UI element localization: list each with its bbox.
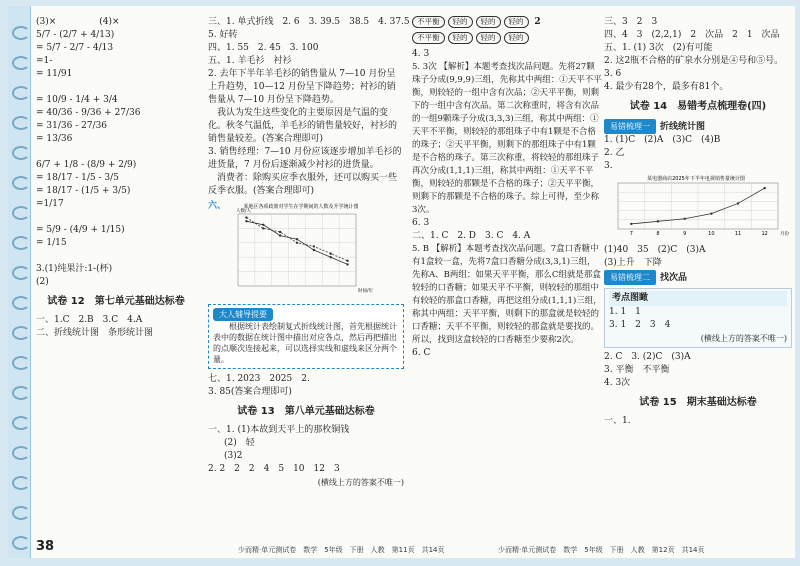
y-axis-label: 人数/人 [236,209,252,214]
test-15-title: 试卷 15 期末基础达标卷 [639,397,757,408]
test-12-title: 试卷 12 第七单元基础达标卷 [47,296,185,307]
math-line: = 18/17 - 1/5 - 3/5 [36,173,119,183]
data-point [245,216,247,218]
math-line: = 31/36 - 27/36 [36,121,108,131]
column-2: 三、1. 单式折线 2. 6 3. 39.5 38.5 4. 37.5 5. 好转 四、1. 55 2. 45 3. 100 五、1. 羊毛衫 衬衫 2. 去年下半年羊毛衫的销售量从 7—10 月份呈上升趋势，10—12 月份呈下降趋势；衬衫的销售量从 7—10 月份呈下降趋势。 我认为发生这些变化的主要原因是气温的变化。秋冬气温低，羊毛衫的销售量较好，衬衫的销售量较差。(答案合理即可) 3. 销售经理：7—10 月份应该逐步增加羊毛衫的进货量，7 月份后逐渐减少衬衫的进货量。 消费者：除购买应季衣服外，还可以购买一些反季衣服。(答案合理即可) 六、 某地区各项政策对学生在学期间的人数及升学统计图 时间/年 人数/人 大人辅导提要 根据统计表绘制复式折线统计图，首先根据统计表中的数据在统计图中描出对应各点，然后再把描出的点顺次连接起来，可以选择实线和虚线来区分两个量。 七、1. 2023 2025 2. 3. 85(答案合理即可) 试卷 13 第八单元基础达标卷 一、1. (1)本故到天平上的那枚铜钱 (2) 轻 (3)2 2. 2 2 2 4 5 10 12 3 (横线上方的答案不唯一) [208,17,410,487]
data-point [710,212,712,214]
tag-2: 易错梳理二 [604,270,656,285]
data-point [296,238,298,240]
math-line: = 10/9 - 1/4 + 3/4 [36,95,118,105]
answer-page [8,6,795,558]
math-line: 5/7 - (2/7 + 4/13) [36,30,115,40]
math-line: = 5/7 - 2/7 - 4/13 [36,43,114,53]
data-point [296,242,298,244]
key-points-box: 考点图瞰 1. 1 1 3. 1 2 3 4 (横线上方的答案不唯一) [604,288,792,348]
data-point [346,260,348,262]
data-point [262,227,264,229]
data-point [346,263,348,265]
chart-frame [238,214,356,286]
x-tick-label: 8 [656,231,660,237]
footer-left: 少而精·单元测试卷 数学 5年级 下册 人教 第11页 共14页 [238,546,445,554]
math-line: = 40/36 - 9/36 + 27/36 [36,108,141,118]
data-point [330,252,332,254]
math-line: 6/7 + 1/8 - (8/9 + 2/9) [36,160,137,170]
chart-2-title: 某电器商店2025年下半年电视销售量统计图 [647,176,745,182]
data-point [763,187,765,189]
chart-1-title: 某地区各项政策对学生在学期间的人数及升学统计图 [243,204,359,210]
column-4: 三、3 2 3 四、4 3 (2,2,1) 2 次品 2 1 次品 五、1. (1) 3次 (2)有可能 2. 这2瓶不合格的矿泉水分别是④号和⑤号。 3. 6 4. 最少有28个，最多有81个。 试卷 14 易错考点梳理卷(四) 易错梳理一 折线统计图 1. (1)C (2)A (3)C (4)B 2. 乙 3. 某电器商店2025年下半年电视销售量统计图 7 8 9 10 11 12 月份 (1)40 35 (2)C (3)A (3)上升 下降 易错梳理二 找次品 考点图瞰 1. 1 1 3. 1 2 3 4 (横线上方的答案不唯一) 2. C 3. (2)C (3)A 3. 平衡 不平衡 4. 3次 试卷 15 期末基础达标卷 一、1. [604,16,792,428]
line-chart-2 [604,173,789,239]
tag-1: 易错梳理一 [604,119,656,134]
math-line: = 18/17 - (1/5 + 3/5) [36,186,131,196]
math-line: =1- [36,56,53,66]
math-line: = 13/36 [36,134,73,144]
oval-row-1: 不平衡 轻的 轻的 轻的 2 [412,16,602,29]
data-point [279,234,281,236]
data-point [330,256,332,258]
math-line: =1/17 [36,199,64,209]
spiral-binding [8,6,31,558]
page-number: 38 [36,539,55,554]
column-1: (3)× (4)× 5/7 - (2/7 + 4/13) = 5/7 - 2/7 - 4/13 =1- = 11/91 = 10/9 - 1/4 + 3/4 = 40/36 - 9/36 + 27/36 = 31/36 - 27/36 = 13/36 6/7 + 1/8 - (8/9 + 2/9) = 18/17 - 1/5 - 3/5 = 18/17 - (1/5 + 3/5) =1/17 = 5/9 - (4/9 + 1/15) = 1/15 3.(1)纯果汁:1-(杯) (2) 试卷 12 第七单元基础达标卷 一、1.C 2.B 3.C 4.A 二、折线统计图 条形统计图 [36,16,196,340]
math-line: = 1/15 [36,238,67,248]
data-point [262,224,264,226]
math-line: = 11/91 [36,69,73,79]
x-tick-label: 10 [708,231,715,237]
data-point [279,231,281,233]
data-point [313,245,315,247]
x-tick-label: 9 [683,231,687,237]
test-13-title: 试卷 13 第八单元基础达标卷 [237,406,375,417]
footer-right: 少而精·单元测试卷 数学 5年级 下册 人教 第12页 共14页 [498,546,705,554]
x-tick-label: 7 [629,231,633,237]
math-line: = 5/9 - (4/9 + 1/15) [36,225,125,235]
x-axis-label: 月份 [780,232,789,237]
x-axis-label: 时间/年 [358,289,374,294]
tip-box: 大人辅导提要 根据统计表绘制复式折线统计图，首先根据统计表中的数据在统计图中描出对应各点，然后再把描出的点顺次连接起来，可以选择实线和虚线来区分两个量。 [208,304,404,369]
data-point [245,220,247,222]
x-tick-label: 11 [734,231,742,237]
line-chart-1 [226,200,376,300]
column-3: 不平衡 轻的 轻的 轻的 2 不平衡 轻的 轻的 轻的 4. 3 5. 3次 【解析】本题考查找次品问题。先将27颗珠子分成(9,9,9)三组，先称其中两组：①天平不平衡，则较轻的一组中含有次品；②天平平衡，则剩下的一组中含有次品。第二次称重时，将含有次品的一组9颗珠子分成(3,3,3)三组，称其中两组：①天平不平衡，则较轻的那组珠子中有1颗是不合格的珠子；②天平平衡，则剩下的那组珠子中有1颗是不合格的珠子。第三次称重，将较轻的那组珠子再次分成(1,1,1)三组，称其中两组：①天平不平衡，则较轻的那颗是不合格的珠子；②天平平衡，则剩下的那颗是不合格的珠子。综上可得，至少称3次。 6. 3 二、1. C 2. D 3. C 4. A 5. B 【解析】本题考查找次品问题。7盒口香糖中有1盒较一盒，先将7盒口香糖分成(3,3,1)三组，先称A、B两组：如果天平平衡，那么C组就是那盒较轻的口香糖；如果天平不平衡，则较轻的那组中有较轻的那盒口香糖，再把这组分成(1,1,1)三组，称其中两组：天平平衡，则剩下的那盒就是较轻的口香糖；天平不平衡，则较轻的那盒就是要找的。所以，找到这盒较轻的口香糖至少要称2次。 6. C [412,17,602,358]
data-point [630,223,632,225]
data-point [657,220,659,222]
data-point [737,202,739,204]
data-point [683,218,685,220]
x-tick-label: 12 [761,231,768,237]
test-14-title: 试卷 14 易错考点梳理卷(四) [629,101,767,112]
oval-row-2: 不平衡 轻的 轻的 轻的 [412,32,602,45]
data-point [313,249,315,251]
